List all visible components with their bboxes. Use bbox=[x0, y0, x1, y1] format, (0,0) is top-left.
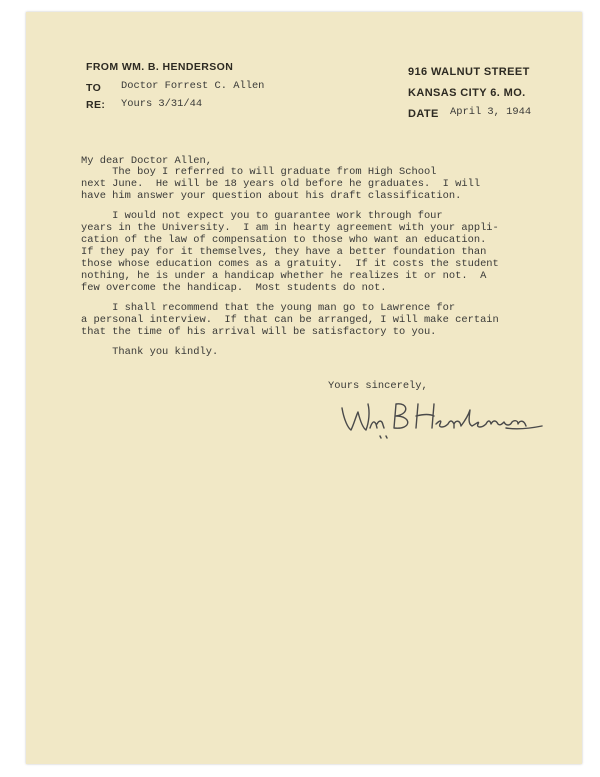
paragraph-1-line-3: have him answer your question about his draft classification. bbox=[81, 190, 462, 202]
paragraph-2-line-3: cation of the law of compensation to those who want an education. bbox=[81, 234, 487, 246]
to-label: TO bbox=[86, 82, 102, 94]
paragraph-1-line-1: The boy I referred to will graduate from High School bbox=[81, 166, 437, 178]
letter-sheet bbox=[26, 12, 582, 764]
to-value: Doctor Forrest C. Allen bbox=[121, 80, 265, 92]
re-value: Yours 3/31/44 bbox=[121, 98, 203, 110]
date-value: April 3, 1944 bbox=[450, 106, 532, 118]
address-street: 916 WALNUT STREET bbox=[408, 66, 530, 78]
date-label: DATE bbox=[408, 108, 439, 120]
from-label: FROM WM. B. HENDERSON bbox=[86, 61, 234, 73]
salutation: My dear Doctor Allen, bbox=[81, 155, 212, 167]
thanks-line: Thank you kindly. bbox=[81, 346, 219, 358]
paragraph-2-line-4: If they pay for it themselves, they have a better foundation than bbox=[81, 246, 487, 258]
paragraph-2-line-5: those whose education comes as a gratuity. If it costs the student bbox=[81, 258, 499, 270]
paragraph-3-line-1: I shall recommend that the young man go to Lawrence for bbox=[81, 302, 456, 314]
paragraph-2-line-2: years in the University. I am in hearty agreement with your appli- bbox=[81, 222, 499, 234]
paragraph-3-line-3: that the time of his arrival will be satisfactory to you. bbox=[81, 326, 437, 338]
paragraph-2-line-1: I would not expect you to guarantee work through four bbox=[81, 210, 443, 222]
closing: Yours sincerely, bbox=[328, 380, 428, 392]
re-label: RE: bbox=[86, 99, 106, 111]
paragraph-2-line-6: nothing, he is under a handicap whether he realizes it or not. A bbox=[81, 270, 487, 282]
address-city: KANSAS CITY 6. MO. bbox=[408, 87, 526, 99]
paragraph-1-line-2: next June. He will be 18 years old before he graduates. I will bbox=[81, 178, 481, 190]
handwritten-signature bbox=[336, 390, 546, 442]
paragraph-3-line-2: a personal interview. If that can be arranged, I will make certain bbox=[81, 314, 499, 326]
paragraph-2-line-7: few overcome the handicap. Most students do not. bbox=[81, 282, 387, 294]
